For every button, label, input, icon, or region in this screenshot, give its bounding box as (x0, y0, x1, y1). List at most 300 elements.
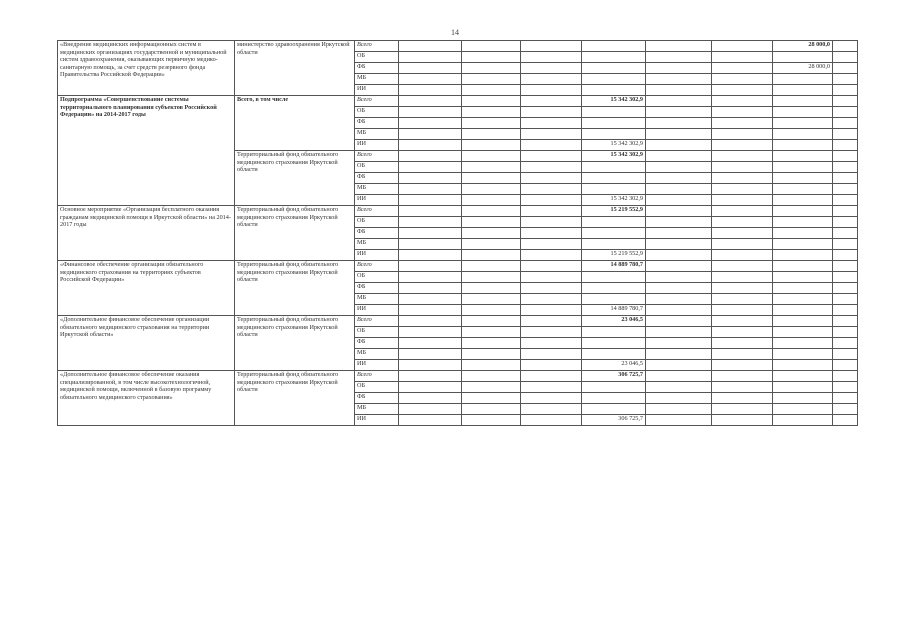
amount-cell (399, 261, 462, 272)
amount-cell (833, 327, 858, 338)
amount-cell: 15 219 552,9 (582, 250, 646, 261)
funding-source-cell: Всего (355, 96, 399, 107)
amount-cell (521, 272, 582, 283)
amount-cell (646, 272, 712, 283)
amount-cell (521, 195, 582, 206)
amount-cell (833, 415, 858, 426)
funding-source-cell: ОБ (355, 162, 399, 173)
amount-cell (521, 316, 582, 327)
funding-source-cell: МБ (355, 239, 399, 250)
amount-cell (833, 338, 858, 349)
amount-cell (712, 228, 773, 239)
amount-cell (773, 239, 833, 250)
amount-cell (462, 96, 521, 107)
amount-cell (712, 316, 773, 327)
amount-cell: 23 046,5 (582, 316, 646, 327)
amount-cell (462, 261, 521, 272)
amount-cell: 15 342 302,9 (582, 151, 646, 162)
funding-source-cell: ИИ (355, 85, 399, 96)
amount-cell (646, 173, 712, 184)
amount-cell (399, 151, 462, 162)
amount-cell (521, 415, 582, 426)
amount-cell (582, 85, 646, 96)
amount-cell (521, 382, 582, 393)
amount-cell (521, 261, 582, 272)
amount-cell: 306 725,7 (582, 371, 646, 382)
amount-cell (712, 327, 773, 338)
table-row (58, 41, 858, 52)
amount-cell (462, 52, 521, 63)
amount-cell (582, 327, 646, 338)
measure-name-cell: Основное мероприятие «Организация бесплатного оказания гражданам медицинской помощи в Иркутской области» на 2014-2017 годы (58, 206, 235, 261)
amount-cell (712, 206, 773, 217)
funding-source-cell: ФБ (355, 338, 399, 349)
amount-cell (773, 85, 833, 96)
amount-cell (521, 151, 582, 162)
measure-name-cell: «Дополнительное финансовое обеспечение оказания специализированной, в том числе высокотехнологичной, медицинской помощи, включенной в базовую программу обязательного медицинского страхования» (58, 371, 235, 426)
amount-cell (462, 349, 521, 360)
amount-cell (399, 195, 462, 206)
amount-cell (399, 415, 462, 426)
amount-cell (712, 382, 773, 393)
amount-cell (462, 415, 521, 426)
amount-cell (773, 415, 833, 426)
amount-cell (521, 371, 582, 382)
amount-cell (773, 96, 833, 107)
amount-cell (773, 118, 833, 129)
amount-cell (646, 140, 712, 151)
amount-cell (462, 162, 521, 173)
amount-cell (646, 184, 712, 195)
amount-cell (646, 327, 712, 338)
amount-cell (833, 85, 858, 96)
amount-cell (712, 140, 773, 151)
measure-name-cell: «Дополнительное финансовое обеспечение организации обязательного медицинского страхования на территории Иркутской области» (58, 316, 235, 371)
amount-cell (646, 228, 712, 239)
amount-cell (833, 393, 858, 404)
amount-cell (646, 118, 712, 129)
amount-cell (399, 393, 462, 404)
responsible-executor-cell: Территориальный фонд обязательного медицинского страхования Иркутской области (235, 151, 355, 206)
amount-cell (582, 283, 646, 294)
amount-cell (646, 217, 712, 228)
funding-source-cell: ФБ (355, 283, 399, 294)
amount-cell (462, 371, 521, 382)
amount-cell (462, 107, 521, 118)
amount-cell (399, 338, 462, 349)
amount-cell (521, 228, 582, 239)
amount-cell (521, 173, 582, 184)
amount-cell (773, 382, 833, 393)
amount-cell (521, 96, 582, 107)
amount-cell (399, 404, 462, 415)
funding-source-cell: МБ (355, 74, 399, 85)
amount-cell (521, 107, 582, 118)
amount-cell (833, 107, 858, 118)
amount-cell (646, 360, 712, 371)
amount-cell (833, 360, 858, 371)
amount-cell (773, 129, 833, 140)
amount-cell (399, 327, 462, 338)
amount-cell (773, 294, 833, 305)
amount-cell (712, 404, 773, 415)
amount-cell (462, 173, 521, 184)
amount-cell (833, 74, 858, 85)
amount-cell (399, 184, 462, 195)
amount-cell (833, 162, 858, 173)
amount-cell (582, 294, 646, 305)
amount-cell (773, 404, 833, 415)
amount-cell (462, 129, 521, 140)
amount-cell (712, 294, 773, 305)
amount-cell (462, 206, 521, 217)
amount-cell (462, 228, 521, 239)
amount-cell (773, 162, 833, 173)
amount-cell (399, 41, 462, 52)
amount-cell (399, 360, 462, 371)
amount-cell (462, 338, 521, 349)
amount-cell (521, 338, 582, 349)
amount-cell (582, 74, 646, 85)
funding-source-cell: ИИ (355, 140, 399, 151)
amount-cell (773, 151, 833, 162)
amount-cell (773, 283, 833, 294)
amount-cell (462, 283, 521, 294)
amount-cell (399, 239, 462, 250)
amount-cell (399, 118, 462, 129)
responsible-executor-cell: Территориальный фонд обязательного медицинского страхования Иркутской области (235, 206, 355, 261)
amount-cell (521, 52, 582, 63)
amount-cell (712, 107, 773, 118)
table-row (58, 371, 858, 382)
amount-cell (582, 184, 646, 195)
amount-cell (833, 96, 858, 107)
funding-source-cell: ИИ (355, 250, 399, 261)
funding-source-cell: МБ (355, 294, 399, 305)
funding-source-cell: ФБ (355, 118, 399, 129)
amount-cell (712, 184, 773, 195)
amount-cell (833, 261, 858, 272)
amount-cell (462, 327, 521, 338)
amount-cell (399, 371, 462, 382)
funding-source-cell: ФБ (355, 393, 399, 404)
measure-name-cell: «Финансовое обеспечение организации обязательного медицинского страхования на территориях субъектов Российской Федерации» (58, 261, 235, 316)
amount-cell (646, 393, 712, 404)
amount-cell (773, 52, 833, 63)
amount-cell (399, 349, 462, 360)
amount-cell (773, 184, 833, 195)
amount-cell (773, 217, 833, 228)
measure-name-cell: «Внедрение медицинских информационных систем в медицинских организациях государственной и муниципальной систем здравоохранения, оказывающих первичную медико-санитарную помощь, за счет средств резервного фонда Правительства Российской Федерации» (58, 41, 235, 96)
amount-cell (521, 85, 582, 96)
amount-cell (399, 129, 462, 140)
funding-source-cell: Всего (355, 151, 399, 162)
amount-cell (712, 41, 773, 52)
amount-cell (833, 371, 858, 382)
amount-cell (462, 118, 521, 129)
funding-source-cell: МБ (355, 184, 399, 195)
amount-cell (582, 404, 646, 415)
amount-cell (833, 184, 858, 195)
amount-cell (773, 140, 833, 151)
amount-cell (462, 74, 521, 85)
funding-source-cell: ОБ (355, 107, 399, 118)
funding-source-cell: ФБ (355, 228, 399, 239)
amount-cell (399, 63, 462, 74)
amount-cell (712, 173, 773, 184)
amount-cell (399, 107, 462, 118)
amount-cell (773, 393, 833, 404)
amount-cell (521, 349, 582, 360)
amount-cell (833, 239, 858, 250)
amount-cell (646, 415, 712, 426)
amount-cell: 28 000,0 (773, 41, 833, 52)
amount-cell (833, 283, 858, 294)
amount-cell (646, 305, 712, 316)
amount-cell: 14 889 780,7 (582, 261, 646, 272)
amount-cell (833, 129, 858, 140)
funding-source-cell: Всего (355, 41, 399, 52)
amount-cell (582, 217, 646, 228)
amount-cell: 14 889 780,7 (582, 305, 646, 316)
amount-cell (582, 162, 646, 173)
amount-cell (773, 327, 833, 338)
responsible-executor-cell: министерство здравоохранения Иркутской области (235, 41, 355, 96)
amount-cell (712, 349, 773, 360)
funding-source-cell: Всего (355, 371, 399, 382)
amount-cell (833, 140, 858, 151)
amount-cell (833, 63, 858, 74)
amount-cell (712, 151, 773, 162)
amount-cell (646, 316, 712, 327)
amount-cell (712, 63, 773, 74)
amount-cell: 15 219 552,9 (582, 206, 646, 217)
amount-cell (646, 85, 712, 96)
amount-cell (521, 206, 582, 217)
amount-cell (773, 261, 833, 272)
amount-cell (399, 173, 462, 184)
amount-cell (773, 360, 833, 371)
responsible-executor-cell: Территориальный фонд обязательного медицинского страхования Иркутской области (235, 261, 355, 316)
amount-cell (521, 250, 582, 261)
funding-source-cell: МБ (355, 349, 399, 360)
amount-cell: 15 342 302,9 (582, 195, 646, 206)
amount-cell (462, 41, 521, 52)
amount-cell (462, 217, 521, 228)
amount-cell (712, 283, 773, 294)
amount-cell (712, 74, 773, 85)
amount-cell (773, 316, 833, 327)
amount-cell (773, 107, 833, 118)
amount-cell: 15 342 302,9 (582, 140, 646, 151)
amount-cell (399, 74, 462, 85)
responsible-executor-cell: Всего, в том числе (235, 96, 355, 151)
amount-cell (462, 404, 521, 415)
page-number: 14 (451, 28, 459, 37)
amount-cell (712, 96, 773, 107)
amount-cell (712, 338, 773, 349)
amount-cell (582, 118, 646, 129)
amount-cell (646, 52, 712, 63)
amount-cell (399, 217, 462, 228)
amount-cell (521, 239, 582, 250)
amount-cell (833, 294, 858, 305)
amount-cell (833, 404, 858, 415)
amount-cell (712, 85, 773, 96)
amount-cell (646, 41, 712, 52)
funding-source-cell: ФБ (355, 173, 399, 184)
amount-cell (582, 349, 646, 360)
amount-cell (582, 63, 646, 74)
amount-cell (833, 272, 858, 283)
amount-cell (773, 173, 833, 184)
amount-cell (712, 239, 773, 250)
amount-cell (582, 239, 646, 250)
amount-cell (646, 404, 712, 415)
amount-cell (833, 118, 858, 129)
amount-cell (773, 74, 833, 85)
amount-cell (521, 360, 582, 371)
amount-cell (712, 360, 773, 371)
amount-cell (462, 393, 521, 404)
amount-cell (712, 272, 773, 283)
amount-cell (399, 85, 462, 96)
amount-cell (521, 63, 582, 74)
amount-cell (833, 41, 858, 52)
amount-cell (399, 250, 462, 261)
amount-cell (521, 162, 582, 173)
funding-source-cell: ОБ (355, 327, 399, 338)
amount-cell (462, 360, 521, 371)
amount-cell (833, 206, 858, 217)
amount-cell (399, 52, 462, 63)
amount-cell (399, 140, 462, 151)
responsible-executor-cell: Территориальный фонд обязательного медицинского страхования Иркутской области (235, 316, 355, 371)
amount-cell (582, 393, 646, 404)
amount-cell (462, 151, 521, 162)
amount-cell: 28 000,0 (773, 63, 833, 74)
amount-cell (773, 305, 833, 316)
amount-cell (646, 239, 712, 250)
amount-cell (521, 217, 582, 228)
amount-cell (462, 195, 521, 206)
amount-cell (646, 338, 712, 349)
amount-cell (582, 129, 646, 140)
amount-cell (462, 272, 521, 283)
amount-cell (521, 129, 582, 140)
amount-cell (646, 151, 712, 162)
amount-cell (399, 305, 462, 316)
amount-cell (646, 371, 712, 382)
funding-source-cell: ИИ (355, 415, 399, 426)
amount-cell (646, 162, 712, 173)
amount-cell (462, 382, 521, 393)
amount-cell (399, 382, 462, 393)
amount-cell (399, 294, 462, 305)
amount-cell (462, 250, 521, 261)
amount-cell (462, 239, 521, 250)
amount-cell (582, 382, 646, 393)
amount-cell (582, 338, 646, 349)
amount-cell (712, 250, 773, 261)
amount-cell (521, 305, 582, 316)
amount-cell (773, 338, 833, 349)
amount-cell (833, 52, 858, 63)
measure-name-cell: Подпрограмма «Совершенствование системы территориального планирования субъектов Российской Федерации» на 2014-2017 годы (58, 96, 235, 206)
amount-cell (773, 349, 833, 360)
amount-cell (646, 63, 712, 74)
amount-cell (773, 195, 833, 206)
amount-cell (399, 283, 462, 294)
amount-cell (462, 63, 521, 74)
amount-cell (462, 85, 521, 96)
funding-source-cell: МБ (355, 129, 399, 140)
amount-cell (521, 184, 582, 195)
amount-cell (712, 162, 773, 173)
amount-cell (712, 52, 773, 63)
funding-source-cell: ОБ (355, 52, 399, 63)
funding-source-cell: ИИ (355, 305, 399, 316)
funding-source-cell: ИИ (355, 195, 399, 206)
amount-cell (833, 250, 858, 261)
amount-cell (646, 129, 712, 140)
amount-cell (833, 173, 858, 184)
amount-cell (833, 349, 858, 360)
funding-source-cell: ОБ (355, 382, 399, 393)
amount-cell (582, 228, 646, 239)
amount-cell (646, 206, 712, 217)
amount-cell (712, 118, 773, 129)
amount-cell (521, 294, 582, 305)
amount-cell (462, 305, 521, 316)
amount-cell (399, 162, 462, 173)
amount-cell (399, 272, 462, 283)
amount-cell (833, 217, 858, 228)
amount-cell (712, 129, 773, 140)
amount-cell (399, 206, 462, 217)
responsible-executor-cell: Территориальный фонд обязательного медицинского страхования Иркутской области (235, 371, 355, 426)
amount-cell (773, 272, 833, 283)
amount-cell (646, 294, 712, 305)
amount-cell (646, 195, 712, 206)
funding-source-cell: Всего (355, 261, 399, 272)
amount-cell (712, 415, 773, 426)
amount-cell (833, 305, 858, 316)
amount-cell (833, 382, 858, 393)
table-row (58, 316, 858, 327)
amount-cell (399, 228, 462, 239)
amount-cell (646, 382, 712, 393)
table-row (58, 206, 858, 217)
amount-cell (833, 316, 858, 327)
amount-cell (521, 404, 582, 415)
amount-cell (521, 283, 582, 294)
amount-cell (833, 228, 858, 239)
amount-cell (646, 74, 712, 85)
amount-cell (582, 52, 646, 63)
amount-cell (773, 206, 833, 217)
amount-cell (521, 41, 582, 52)
funding-source-cell: ОБ (355, 272, 399, 283)
amount-cell (582, 41, 646, 52)
amount-cell (773, 371, 833, 382)
amount-cell (582, 173, 646, 184)
amount-cell (712, 195, 773, 206)
amount-cell (646, 283, 712, 294)
amount-cell (399, 316, 462, 327)
amount-cell (521, 393, 582, 404)
amount-cell: 15 342 302,9 (582, 96, 646, 107)
